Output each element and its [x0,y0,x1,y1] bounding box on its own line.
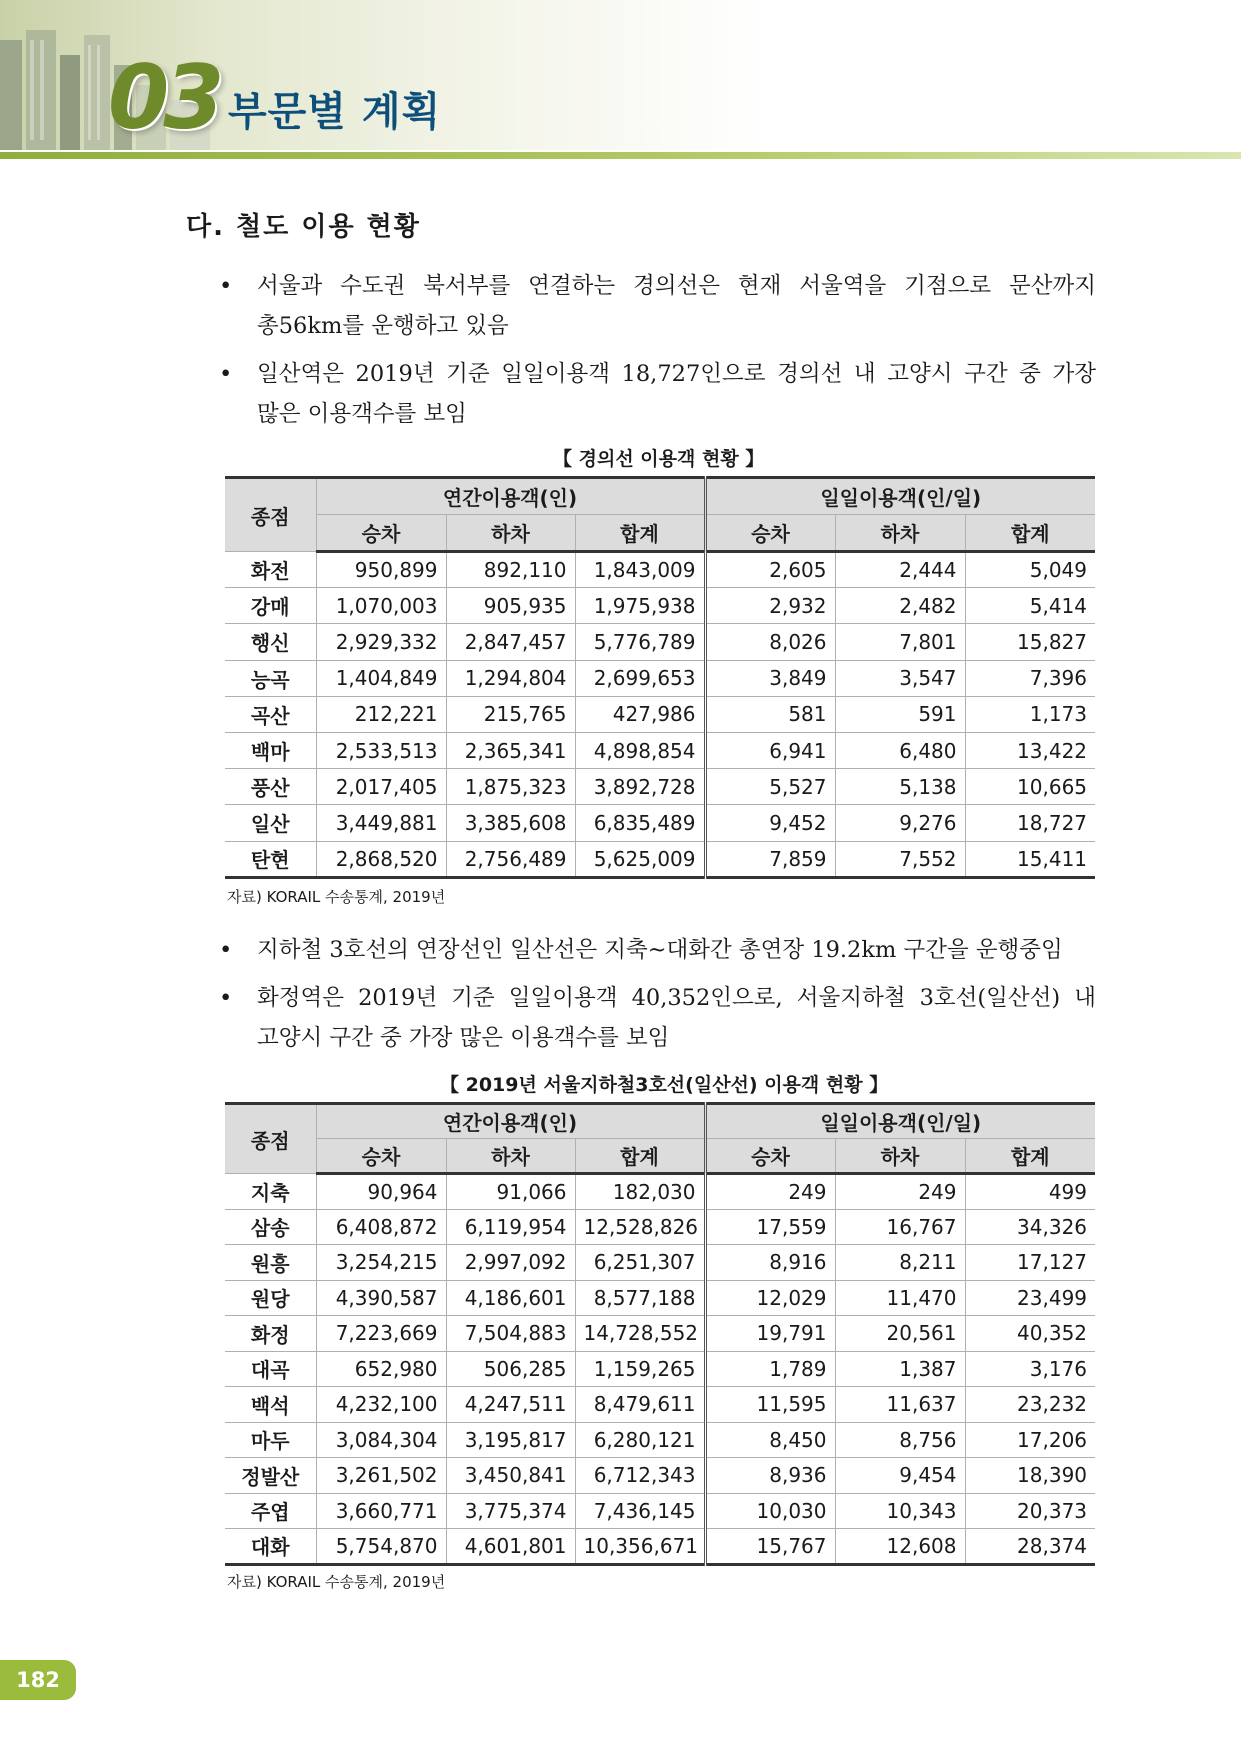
value-cell: 15,827 [965,624,1095,660]
value-cell: 7,801 [835,624,965,660]
column-group-header: 일일이용객(인/일) [705,478,1095,515]
value-cell: 18,727 [965,805,1095,841]
table-row [225,1529,1095,1565]
value-cell: 3,176 [965,1351,1095,1387]
data-table [225,1102,1095,1566]
value-cell: 5,138 [835,769,965,805]
value-cell: 1,173 [965,696,1095,732]
column-header: 합계 [575,515,705,552]
value-cell: 3,385,608 [446,805,575,841]
table-row [225,841,1095,877]
bullet-icon: • [219,937,233,963]
value-cell: 1,843,009 [575,552,705,588]
value-cell: 905,935 [446,588,575,624]
value-cell: 3,254,215 [316,1245,446,1281]
station-name-cell: 마두 [225,1422,316,1458]
value-cell: 7,552 [835,841,965,877]
value-cell: 28,374 [965,1529,1095,1565]
bullet-line: 지하철 3호선의 연장선인 일산선은 지축~대화간 총연장 19.2km 구간을 운행중임 [257,937,1063,963]
table-row [225,1351,1095,1387]
value-cell: 40,352 [965,1316,1095,1352]
value-cell: 9,452 [705,805,835,841]
value-cell: 7,396 [965,660,1095,696]
value-cell: 950,899 [316,552,446,588]
value-cell: 4,247,511 [446,1387,575,1423]
value-cell: 6,835,489 [575,805,705,841]
value-cell: 2,699,653 [575,660,705,696]
column-header: 하차 [446,1139,575,1174]
value-cell: 8,916 [705,1245,835,1281]
value-cell: 215,765 [446,696,575,732]
station-name-cell: 능곡 [225,660,316,696]
value-cell: 8,936 [705,1458,835,1494]
station-name-cell: 풍산 [225,769,316,805]
value-cell: 4,898,854 [575,732,705,768]
station-name-cell: 곡산 [225,696,316,732]
value-cell: 212,221 [316,696,446,732]
column-group-header: 일일이용객(인/일) [705,1104,1095,1139]
bullet-line: 일산역은 2019년 기준 일일이용객 18,727인으로 경의선 내 고양시 구간 중 가장 [257,361,1096,387]
table-row [225,1316,1095,1352]
station-name-cell: 정발산 [225,1458,316,1494]
chapter-title: 부문별 계획 [228,89,442,135]
column-header: 승차 [705,515,835,552]
value-cell: 5,754,870 [316,1529,446,1565]
value-cell: 6,251,307 [575,1245,705,1281]
station-name-cell: 원흥 [225,1245,316,1281]
value-cell: 15,411 [965,841,1095,877]
table-row [225,1387,1095,1423]
table-row [225,1280,1095,1316]
value-cell: 4,390,587 [316,1280,446,1316]
table-row [225,769,1095,805]
value-cell: 14,728,552 [575,1316,705,1352]
value-cell: 15,767 [705,1529,835,1565]
table-caption: 【 2019년 서울지하철3호선(일산선) 이용객 현황 】 [440,1074,889,1096]
value-cell: 18,390 [965,1458,1095,1494]
value-cell: 90,964 [316,1174,446,1210]
value-cell: 12,608 [835,1529,965,1565]
value-cell: 20,373 [965,1493,1095,1529]
value-cell: 2,444 [835,552,965,588]
value-cell: 5,776,789 [575,624,705,660]
table-row [225,660,1095,696]
table-row [225,1458,1095,1494]
value-cell: 2,929,332 [316,624,446,660]
value-cell: 11,595 [705,1387,835,1423]
value-cell: 6,712,343 [575,1458,705,1494]
value-cell: 2,932 [705,588,835,624]
value-cell: 9,276 [835,805,965,841]
value-cell: 5,625,009 [575,841,705,877]
value-cell: 10,030 [705,1493,835,1529]
value-cell: 1,159,265 [575,1351,705,1387]
value-cell: 1,404,849 [316,660,446,696]
column-header: 승차 [316,1139,446,1174]
bullet-line: 화정역은 2019년 기준 일일이용객 40,352인으로, 서울지하철 3호선(일산선) 내 [257,985,1096,1011]
value-cell: 3,449,881 [316,805,446,841]
column-header: 하차 [835,515,965,552]
value-cell: 652,980 [316,1351,446,1387]
value-cell: 10,356,671 [575,1529,705,1565]
bullet-line: 많은 이용객수를 보임 [257,401,467,427]
table-row [225,588,1095,624]
table-row [225,696,1095,732]
value-cell: 8,026 [705,624,835,660]
value-cell: 427,986 [575,696,705,732]
value-cell: 91,066 [446,1174,575,1210]
table-row [225,1245,1095,1281]
chapter-header [0,0,1241,165]
value-cell: 3,849 [705,660,835,696]
value-cell: 16,767 [835,1209,965,1245]
value-cell: 17,206 [965,1422,1095,1458]
bullet-icon: • [219,273,233,299]
value-cell: 1,294,804 [446,660,575,696]
column-header: 합계 [965,1139,1095,1174]
table-row [225,552,1095,588]
value-cell: 2,756,489 [446,841,575,877]
station-name-cell: 주엽 [225,1493,316,1529]
bullet-item [219,354,1096,434]
table-row [225,1174,1095,1210]
column-header: 승차 [705,1139,835,1174]
station-name-cell: 원당 [225,1280,316,1316]
value-cell: 1,789 [705,1351,835,1387]
value-cell: 3,892,728 [575,769,705,805]
bullet-line: 서울과 수도권 북서부를 연결하는 경의선은 현재 서울역을 기점으로 문산까지 [257,273,1096,299]
table-row [225,1422,1095,1458]
table-row [225,805,1095,841]
station-name-cell: 행신 [225,624,316,660]
value-cell: 581 [705,696,835,732]
value-cell: 249 [835,1174,965,1210]
table-source: 자료) KORAIL 수송통계, 2019년 [227,888,446,906]
bullet-line: 총56km를 운행하고 있음 [257,313,509,339]
column-group-header: 연간이용객(인) [316,478,705,515]
value-cell: 23,499 [965,1280,1095,1316]
station-name-cell: 지축 [225,1174,316,1210]
value-cell: 506,285 [446,1351,575,1387]
station-name-cell: 화전 [225,552,316,588]
value-cell: 2,482 [835,588,965,624]
header-divider [0,152,1241,159]
column-header: 승차 [316,515,446,552]
value-cell: 7,436,145 [575,1493,705,1529]
column-header: 합계 [965,515,1095,552]
value-cell: 2,997,092 [446,1245,575,1281]
value-cell: 3,775,374 [446,1493,575,1529]
value-cell: 499 [965,1174,1095,1210]
station-name-cell: 일산 [225,805,316,841]
value-cell: 6,280,121 [575,1422,705,1458]
value-cell: 4,601,801 [446,1529,575,1565]
value-cell: 8,756 [835,1422,965,1458]
column-header: 하차 [835,1139,965,1174]
value-cell: 3,660,771 [316,1493,446,1529]
value-cell: 3,195,817 [446,1422,575,1458]
data-table [225,476,1095,879]
station-name-cell: 화정 [225,1316,316,1352]
value-cell: 4,186,601 [446,1280,575,1316]
chapter-number: 03 [108,46,219,149]
station-name-cell: 강매 [225,588,316,624]
value-cell: 6,119,954 [446,1209,575,1245]
column-header: 하차 [446,515,575,552]
value-cell: 8,577,188 [575,1280,705,1316]
value-cell: 1,975,938 [575,588,705,624]
bullet-icon: • [219,985,233,1011]
bullet-icon: • [219,361,233,387]
bullet-line: 고양시 구간 중 가장 많은 이용객수를 보임 [257,1025,670,1051]
value-cell: 249 [705,1174,835,1210]
value-cell: 7,504,883 [446,1316,575,1352]
bullet-item [219,978,1096,1058]
table-source: 자료) KORAIL 수송통계, 2019년 [227,1573,446,1591]
value-cell: 23,232 [965,1387,1095,1423]
value-cell: 6,480 [835,732,965,768]
value-cell: 5,049 [965,552,1095,588]
value-cell: 4,232,100 [316,1387,446,1423]
value-cell: 591 [835,696,965,732]
table-row [225,1209,1095,1245]
table-row [225,624,1095,660]
value-cell: 2,533,513 [316,732,446,768]
value-cell: 9,454 [835,1458,965,1494]
value-cell: 5,414 [965,588,1095,624]
value-cell: 19,791 [705,1316,835,1352]
value-cell: 6,408,872 [316,1209,446,1245]
value-cell: 1,875,323 [446,769,575,805]
page-number: 182 [0,1660,76,1700]
value-cell: 2,017,405 [316,769,446,805]
table-row [225,732,1095,768]
value-cell: 3,547 [835,660,965,696]
value-cell: 3,450,841 [446,1458,575,1494]
value-cell: 20,561 [835,1316,965,1352]
value-cell: 8,450 [705,1422,835,1458]
value-cell: 11,470 [835,1280,965,1316]
bullet-item [219,266,1096,346]
value-cell: 6,941 [705,732,835,768]
value-cell: 12,528,826 [575,1209,705,1245]
value-cell: 3,084,304 [316,1422,446,1458]
station-name-cell: 백마 [225,732,316,768]
value-cell: 8,479,611 [575,1387,705,1423]
value-cell: 5,527 [705,769,835,805]
value-cell: 10,665 [965,769,1095,805]
value-cell: 892,110 [446,552,575,588]
column-header: 합계 [575,1139,705,1174]
value-cell: 7,859 [705,841,835,877]
value-cell: 3,261,502 [316,1458,446,1494]
value-cell: 17,559 [705,1209,835,1245]
station-name-cell: 대화 [225,1529,316,1565]
value-cell: 2,868,520 [316,841,446,877]
value-cell: 2,605 [705,552,835,588]
value-cell: 1,387 [835,1351,965,1387]
station-name-cell: 삼송 [225,1209,316,1245]
column-group-header: 연간이용객(인) [316,1104,705,1139]
value-cell: 182,030 [575,1174,705,1210]
value-cell: 12,029 [705,1280,835,1316]
value-cell: 11,637 [835,1387,965,1423]
value-cell: 34,326 [965,1209,1095,1245]
section-title: 다. 철도 이용 현황 [186,212,421,242]
table-caption: 【 경의선 이용객 현황 】 [553,448,765,470]
value-cell: 2,365,341 [446,732,575,768]
value-cell: 2,847,457 [446,624,575,660]
station-name-cell: 백석 [225,1387,316,1423]
value-cell: 13,422 [965,732,1095,768]
bullet-item [219,930,1096,970]
value-cell: 8,211 [835,1245,965,1281]
value-cell: 7,223,669 [316,1316,446,1352]
station-name-cell: 대곡 [225,1351,316,1387]
value-cell: 1,070,003 [316,588,446,624]
column-header: 종점 [225,1104,316,1174]
value-cell: 10,343 [835,1493,965,1529]
value-cell: 17,127 [965,1245,1095,1281]
column-header: 종점 [225,478,316,552]
station-name-cell: 탄현 [225,841,316,877]
table-row [225,1493,1095,1529]
